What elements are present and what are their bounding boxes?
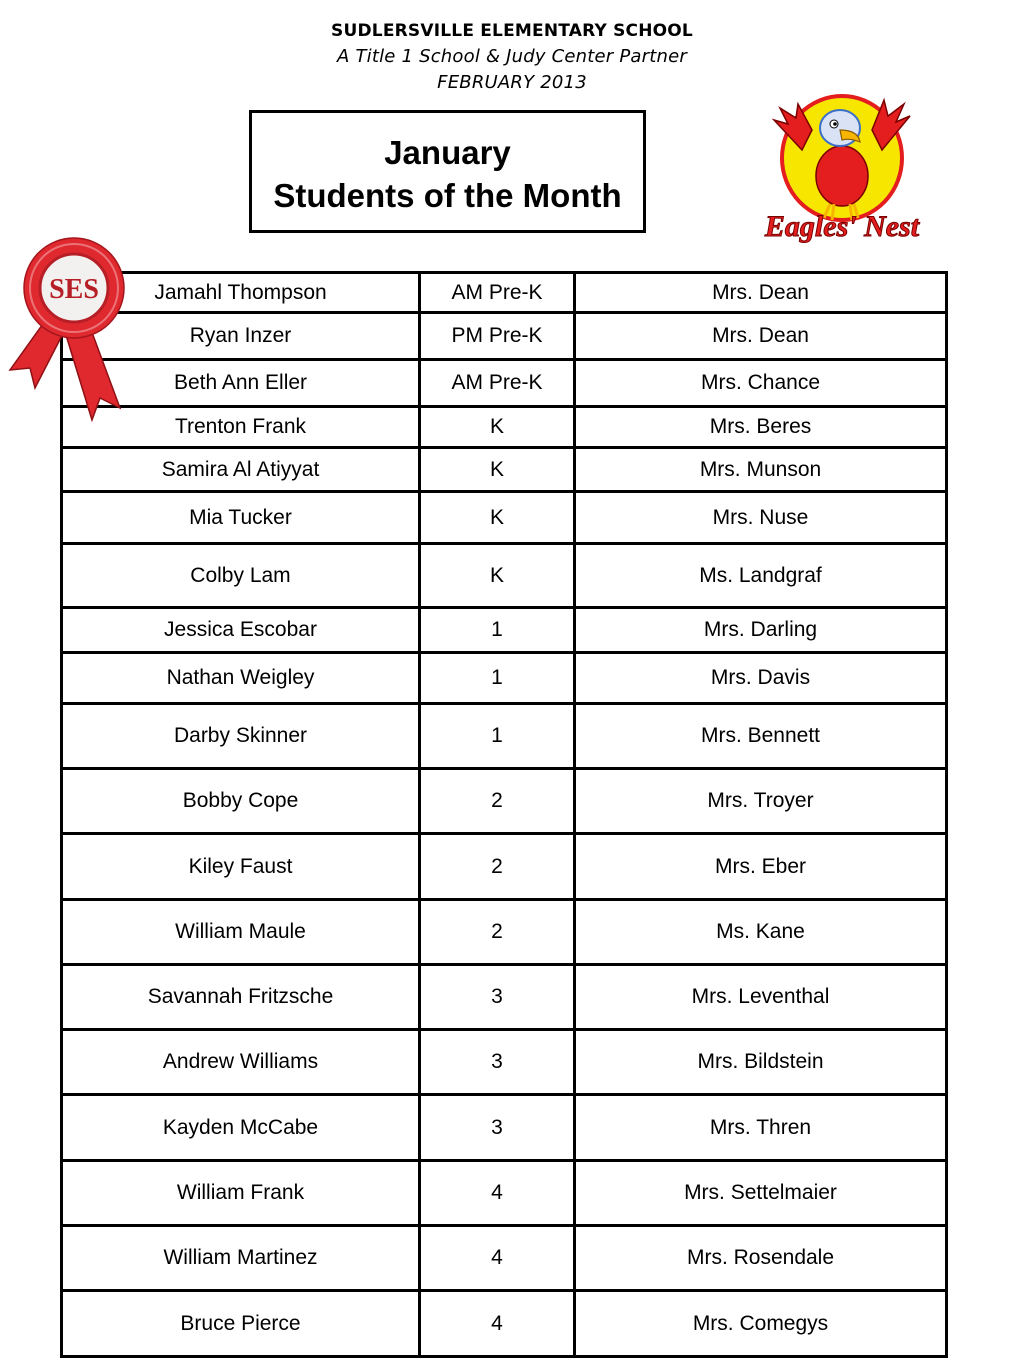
grade-level: 2 — [420, 834, 575, 900]
school-name: SUDLERSVILLE ELEMENTARY SCHOOL — [331, 21, 693, 41]
eagles-nest-logo — [762, 90, 922, 250]
teacher-name: Mrs. Leventhal — [575, 965, 947, 1030]
teacher-name: Mrs. Rosendale — [575, 1226, 947, 1291]
teacher-name: Mrs. Bennett — [575, 704, 947, 769]
student-name: Darby Skinner — [62, 704, 420, 769]
student-name: Jamahl Thompson — [62, 273, 420, 313]
table-row — [62, 1291, 947, 1357]
grade-level: K — [420, 544, 575, 608]
table-row — [62, 544, 947, 608]
table-row — [62, 313, 947, 360]
students-table — [60, 271, 948, 1358]
student-name: Kayden McCabe — [62, 1095, 420, 1161]
teacher-name: Mrs. Dean — [575, 273, 947, 313]
title-month: January — [384, 134, 511, 171]
table-row — [62, 360, 947, 407]
table-row — [62, 834, 947, 900]
student-name: Beth Ann Eller — [62, 360, 420, 407]
table-row — [62, 492, 947, 544]
school-subtitle: A Title 1 School & Judy Center Partner — [337, 46, 687, 67]
page-header — [0, 18, 1024, 96]
teacher-name: Mrs. Darling — [575, 608, 947, 653]
student-name: Savannah Fritzsche — [62, 965, 420, 1030]
grade-level: 3 — [420, 965, 575, 1030]
teacher-name: Mrs. Comegys — [575, 1291, 947, 1357]
grade-level: 4 — [420, 1226, 575, 1291]
table-row — [62, 653, 947, 704]
grade-level: AM Pre-K — [420, 273, 575, 313]
table-row — [62, 448, 947, 492]
teacher-name: Mrs. Eber — [575, 834, 947, 900]
student-name: Samira Al Atiyyat — [62, 448, 420, 492]
teacher-name: Mrs. Settelmaier — [575, 1161, 947, 1226]
student-name: Bobby Cope — [62, 769, 420, 834]
teacher-name: Mrs. Chance — [575, 360, 947, 407]
teacher-name: Mrs. Troyer — [575, 769, 947, 834]
grade-level: 3 — [420, 1095, 575, 1161]
grade-level: 4 — [420, 1291, 575, 1357]
table-row — [62, 900, 947, 965]
table-row — [62, 608, 947, 653]
student-name: Nathan Weigley — [62, 653, 420, 704]
table-row — [62, 704, 947, 769]
student-name: William Frank — [62, 1161, 420, 1226]
teacher-name: Mrs. Davis — [575, 653, 947, 704]
logo-text: Eagles' Nest — [764, 210, 920, 243]
table-row — [62, 273, 947, 313]
ses-ribbon-icon — [0, 230, 140, 430]
grade-level: PM Pre-K — [420, 313, 575, 360]
table-row — [62, 1226, 947, 1291]
grade-level: 2 — [420, 769, 575, 834]
table-row — [62, 1095, 947, 1161]
grade-level: K — [420, 492, 575, 544]
teacher-name: Mrs. Munson — [575, 448, 947, 492]
ribbon-text: SES — [49, 274, 99, 305]
grade-level: 3 — [420, 1030, 575, 1095]
grade-level: K — [420, 448, 575, 492]
grade-level: K — [420, 407, 575, 448]
grade-level: AM Pre-K — [420, 360, 575, 407]
grade-level: 1 — [420, 704, 575, 769]
teacher-name: Mrs. Thren — [575, 1095, 947, 1161]
teacher-name: Mrs. Nuse — [575, 492, 947, 544]
title-heading: Students of the Month — [273, 177, 622, 214]
student-name: Jessica Escobar — [62, 608, 420, 653]
student-name: Colby Lam — [62, 544, 420, 608]
table-row — [62, 965, 947, 1030]
grade-level: 4 — [420, 1161, 575, 1226]
student-name: Mia Tucker — [62, 492, 420, 544]
teacher-name: Ms. Kane — [575, 900, 947, 965]
student-name: Andrew Williams — [62, 1030, 420, 1095]
student-name: Ryan Inzer — [62, 313, 420, 360]
title-box — [249, 110, 646, 233]
student-name: Bruce Pierce — [62, 1291, 420, 1357]
teacher-name: Ms. Landgraf — [575, 544, 947, 608]
table-row — [62, 769, 947, 834]
issue-date: FEBRUARY 2013 — [437, 72, 587, 93]
table-row — [62, 1161, 947, 1226]
teacher-name: Mrs. Bildstein — [575, 1030, 947, 1095]
table-row — [62, 407, 947, 448]
teacher-name: Mrs. Dean — [575, 313, 947, 360]
student-name: William Maule — [62, 900, 420, 965]
student-name: William Martinez — [62, 1226, 420, 1291]
student-name: Trenton Frank — [62, 407, 420, 448]
grade-level: 1 — [420, 653, 575, 704]
student-name: Kiley Faust — [62, 834, 420, 900]
grade-level: 1 — [420, 608, 575, 653]
table-row — [62, 1030, 947, 1095]
teacher-name: Mrs. Beres — [575, 407, 947, 448]
grade-level: 2 — [420, 900, 575, 965]
